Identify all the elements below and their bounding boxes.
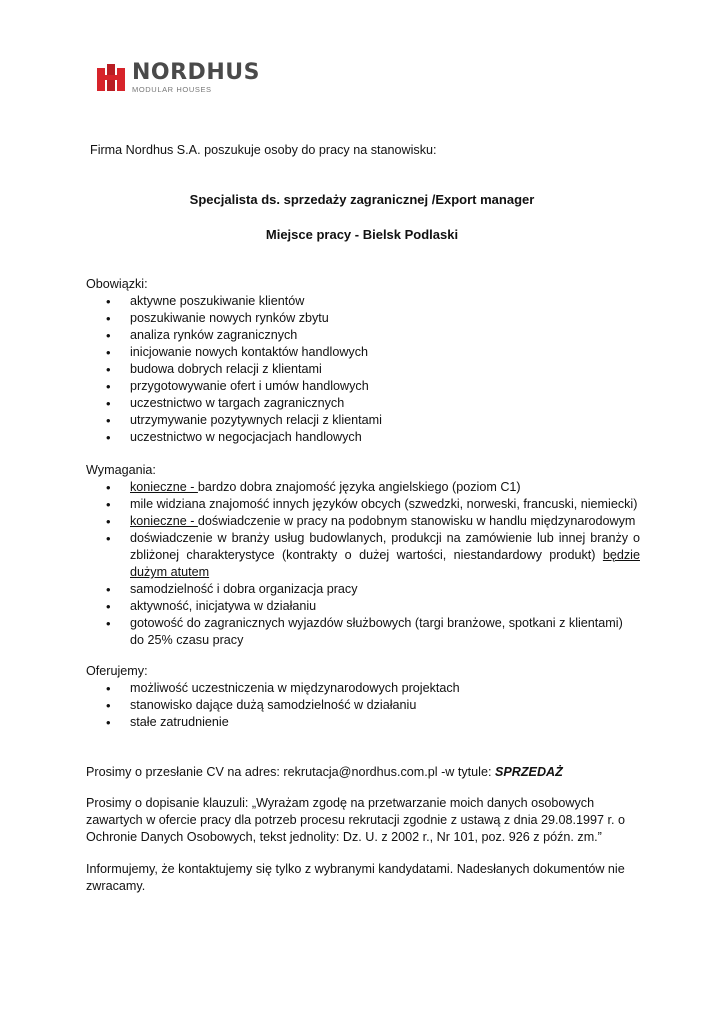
duties-list — [86, 293, 640, 446]
requirements-list — [86, 479, 640, 649]
advantage-note: będzie dużym atutem — [130, 548, 640, 579]
job-title: Specjalista ds. sprzedaży zagranicznej /Export manager — [189, 192, 535, 207]
list-item: • uczestnictwo w targach zagranicznych — [86, 395, 640, 412]
offer-heading: Oferujemy: — [86, 664, 148, 678]
consent-clause: Prosimy o dopisanie klauzuli: „Wyrażam zgodę na przetwarzanie moich danych osobowych zawartych w ofercie pracy dla potrzeb procesu rekrutacji zgodnie z ustawą z dnia 29.08.1997 r. o Ochronie Danych Osobowych, tekst jednolity: Dz. U. z 2002 r., Nr 101, poz. 926 z późn. zm.” — [86, 796, 626, 844]
list-item: • stałe zatrudnienie — [86, 714, 640, 731]
list-item: • samodzielność i dobra organizacja pracy — [86, 581, 640, 598]
list-item: • utrzymywanie pozytywnych relacji z klientami — [86, 412, 640, 429]
required-marker: konieczne - — [130, 514, 198, 528]
list-item: • budowa dobrych relacji z klientami — [86, 361, 640, 378]
list-item: • stanowisko dające dużą samodzielność w działaniu — [86, 697, 640, 714]
list-item: • przygotowywanie ofert i umów handlowych — [86, 378, 640, 395]
list-item: • doświadczenie w branży usług budowlanych, produkcji na zamówienie lub innej branży o zbliżonej charakterystyce (kontrakty o dużej wartości, niestandardowy produkt) będzie dużym atutem — [86, 530, 640, 581]
required-marker: konieczne - — [130, 480, 198, 494]
list-item: • uczestnictwo w negocjacjach handlowych — [86, 429, 640, 446]
requirements-heading: Wymagania: — [86, 463, 156, 477]
nordhus-house-icon — [96, 63, 126, 93]
job-location: Miejsce pracy - Bielsk Podlaski — [265, 227, 459, 242]
list-item: • inicjowanie nowych kontaktów handlowych — [86, 344, 640, 361]
intro-text: Firma Nordhus S.A. poszukuje osoby do pracy na stanowisku: — [90, 143, 437, 157]
email-subject: SPRZEDAŻ — [494, 765, 563, 779]
offer-section — [86, 663, 640, 731]
duties-section — [86, 276, 640, 446]
list-item: • aktywne poszukiwanie klientów — [86, 293, 640, 310]
list-item: • mile widziana znajomość innych języków obcych (szwedzki, norweski, francuski, niemiecki) — [86, 496, 640, 513]
logo-tagline: MODULAR HOUSES — [132, 85, 212, 94]
list-item: • analiza rynków zagranicznych — [86, 327, 640, 344]
cv-request: Prosimy o przesłanie CV na adres: rekrutacja@nordhus.com.pl -w tytule: SPRZEDAŻ — [86, 765, 563, 779]
requirements-section — [86, 462, 640, 649]
info-note: Informujemy, że kontaktujemy się tylko z wybranymi kandydatami. Nadesłanych dokumentów nie zwracamy. — [86, 862, 625, 893]
company-logo — [96, 62, 260, 94]
logo-brand-name: NORDHUS — [132, 60, 260, 85]
list-item: • aktywność, inicjatywa w działaniu — [86, 598, 640, 615]
list-item: • konieczne - bardzo dobra znajomość języka angielskiego (poziom C1) — [86, 479, 640, 496]
list-item: • konieczne - doświadczenie w pracy na podobnym stanowisku w handlu międzynarodowym — [86, 513, 640, 530]
list-item: • gotowość do zagranicznych wyjazdów służbowych (targi branżowe, spotkani z klientami) do 25% czasu pracy — [86, 615, 640, 649]
offer-list — [86, 680, 640, 731]
duties-heading: Obowiązki: — [86, 277, 148, 291]
list-item: • poszukiwanie nowych rynków zbytu — [86, 310, 640, 327]
list-item: • możliwość uczestniczenia w międzynarodowych projektach — [86, 680, 640, 697]
